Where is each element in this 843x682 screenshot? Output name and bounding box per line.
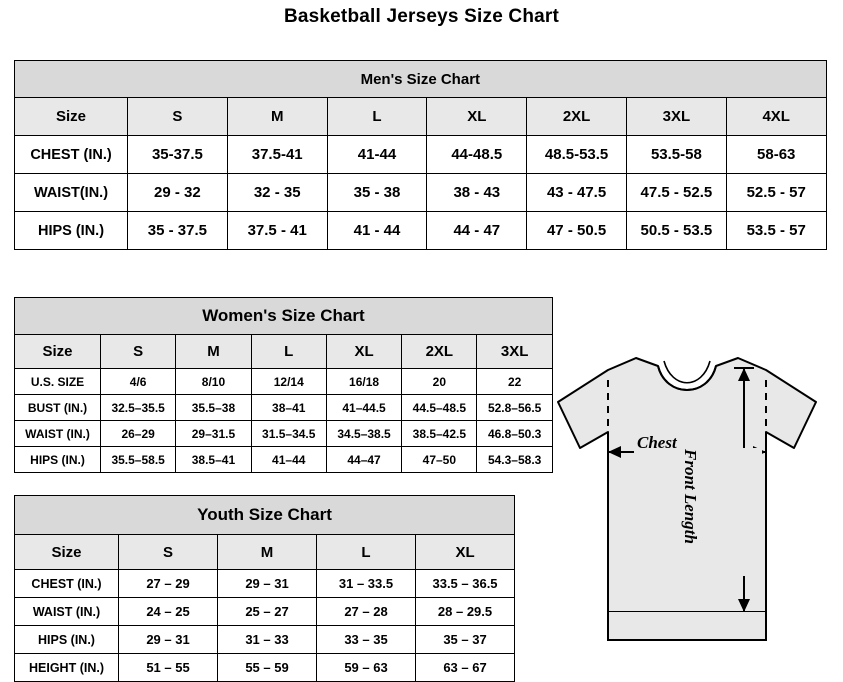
table-header-band xyxy=(15,298,553,335)
table-cell: 29 – 31 xyxy=(218,570,317,598)
row-label: CHEST (IN.) xyxy=(15,570,119,598)
table-cell: 47 - 50.5 xyxy=(527,212,627,250)
table-cell: 58-63 xyxy=(726,136,826,174)
table-cell: 41–44 xyxy=(251,447,326,473)
table-row xyxy=(15,98,827,136)
table-row xyxy=(15,395,553,421)
mens-chart-heading: Men's Size Chart xyxy=(15,61,827,98)
column-header: M xyxy=(227,98,327,136)
table-cell: 53.5 - 57 xyxy=(726,212,826,250)
row-label: U.S. SIZE xyxy=(15,369,101,395)
column-header: Size xyxy=(15,98,128,136)
table-cell: 38.5–42.5 xyxy=(402,421,477,447)
table-cell: 4/6 xyxy=(101,369,176,395)
mens-size-chart-table xyxy=(14,60,827,250)
table-row xyxy=(15,136,827,174)
front-length-measurement-label: Front Length xyxy=(681,449,700,544)
table-cell: 12/14 xyxy=(251,369,326,395)
table-cell: 44-48.5 xyxy=(427,136,527,174)
table-cell: 50.5 - 53.5 xyxy=(626,212,726,250)
table-row xyxy=(15,369,553,395)
table-cell: 26–29 xyxy=(101,421,176,447)
column-header: 3XL xyxy=(477,335,552,369)
column-header: S xyxy=(128,98,228,136)
table-cell: 35.5–38 xyxy=(176,395,251,421)
table-cell: 33 – 35 xyxy=(317,626,416,654)
row-label: HIPS (IN.) xyxy=(15,626,119,654)
row-label: WAIST (IN.) xyxy=(15,598,119,626)
table-cell: 41-44 xyxy=(327,136,427,174)
table-cell: 32 - 35 xyxy=(227,174,327,212)
column-header: Size xyxy=(15,535,119,570)
column-header: XL xyxy=(326,335,401,369)
row-label: CHEST (IN.) xyxy=(15,136,128,174)
table-cell: 55 – 59 xyxy=(218,654,317,682)
column-header: M xyxy=(218,535,317,570)
table-cell: 28 – 29.5 xyxy=(416,598,515,626)
table-cell: 48.5-53.5 xyxy=(527,136,627,174)
column-header: XL xyxy=(416,535,515,570)
table-cell: 8/10 xyxy=(176,369,251,395)
table-cell: 44 - 47 xyxy=(427,212,527,250)
table-cell: 29 - 32 xyxy=(128,174,228,212)
table-cell: 27 – 28 xyxy=(317,598,416,626)
table-row xyxy=(15,626,515,654)
table-cell: 35 - 38 xyxy=(327,174,427,212)
row-label: HIPS (IN.) xyxy=(15,447,101,473)
table-cell: 54.3–58.3 xyxy=(477,447,552,473)
table-cell: 35.5–58.5 xyxy=(101,447,176,473)
column-header: 4XL xyxy=(726,98,826,136)
table-cell: 47.5 - 52.5 xyxy=(626,174,726,212)
table-row xyxy=(15,174,827,212)
table-cell: 41–44.5 xyxy=(326,395,401,421)
table-cell: 35 - 37.5 xyxy=(128,212,228,250)
table-cell: 59 – 63 xyxy=(317,654,416,682)
table-cell: 52.8–56.5 xyxy=(477,395,552,421)
table-cell: 53.5-58 xyxy=(626,136,726,174)
table-cell: 63 – 67 xyxy=(416,654,515,682)
table-cell: 24 – 25 xyxy=(119,598,218,626)
row-label: BUST (IN.) xyxy=(15,395,101,421)
row-label: HIPS (IN.) xyxy=(15,212,128,250)
table-cell: 52.5 - 57 xyxy=(726,174,826,212)
table-cell: 41 - 44 xyxy=(327,212,427,250)
table-row xyxy=(15,598,515,626)
table-cell: 38 - 43 xyxy=(427,174,527,212)
table-cell: 29–31.5 xyxy=(176,421,251,447)
table-cell: 35-37.5 xyxy=(128,136,228,174)
table-cell: 35 – 37 xyxy=(416,626,515,654)
column-header: S xyxy=(119,535,218,570)
table-cell: 25 – 27 xyxy=(218,598,317,626)
column-header: 3XL xyxy=(626,98,726,136)
womens-size-chart-table xyxy=(14,297,553,473)
table-cell: 22 xyxy=(477,369,552,395)
column-header: S xyxy=(101,335,176,369)
table-cell: 27 – 29 xyxy=(119,570,218,598)
table-row xyxy=(15,535,515,570)
table-cell: 44.5–48.5 xyxy=(402,395,477,421)
table-cell: 51 – 55 xyxy=(119,654,218,682)
table-cell: 31 – 33.5 xyxy=(317,570,416,598)
table-cell: 44–47 xyxy=(326,447,401,473)
table-cell: 43 - 47.5 xyxy=(527,174,627,212)
table-header-band xyxy=(15,496,515,535)
table-cell: 31 – 33 xyxy=(218,626,317,654)
row-label: WAIST(IN.) xyxy=(15,174,128,212)
table-cell: 33.5 – 36.5 xyxy=(416,570,515,598)
table-cell: 16/18 xyxy=(326,369,401,395)
table-cell: 47–50 xyxy=(402,447,477,473)
youth-chart-heading: Youth Size Chart xyxy=(15,496,515,535)
table-cell: 20 xyxy=(402,369,477,395)
youth-size-chart-table xyxy=(14,495,515,682)
table-cell: 38–41 xyxy=(251,395,326,421)
row-label: HEIGHT (IN.) xyxy=(15,654,119,682)
page-title: Basketball Jerseys Size Chart xyxy=(283,6,560,27)
column-header: Size xyxy=(15,335,101,369)
table-cell: 37.5-41 xyxy=(227,136,327,174)
column-header: 2XL xyxy=(527,98,627,136)
column-header: 2XL xyxy=(402,335,477,369)
table-row xyxy=(15,570,515,598)
column-header: L xyxy=(251,335,326,369)
table-cell: 37.5 - 41 xyxy=(227,212,327,250)
chest-measurement-label: Chest xyxy=(637,433,677,452)
column-header: M xyxy=(176,335,251,369)
table-cell: 29 – 31 xyxy=(119,626,218,654)
table-row xyxy=(15,421,553,447)
column-header: L xyxy=(317,535,416,570)
table-row xyxy=(15,447,553,473)
table-cell: 31.5–34.5 xyxy=(251,421,326,447)
womens-chart-heading: Women's Size Chart xyxy=(15,298,553,335)
table-cell: 46.8–50.3 xyxy=(477,421,552,447)
table-row xyxy=(15,212,827,250)
table-row xyxy=(15,654,515,682)
table-row xyxy=(15,335,553,369)
column-header: XL xyxy=(427,98,527,136)
column-header: L xyxy=(327,98,427,136)
table-cell: 34.5–38.5 xyxy=(326,421,401,447)
table-cell: 38.5–41 xyxy=(176,447,251,473)
table-cell: 32.5–35.5 xyxy=(101,395,176,421)
row-label: WAIST (IN.) xyxy=(15,421,101,447)
table-header-band xyxy=(15,61,827,98)
